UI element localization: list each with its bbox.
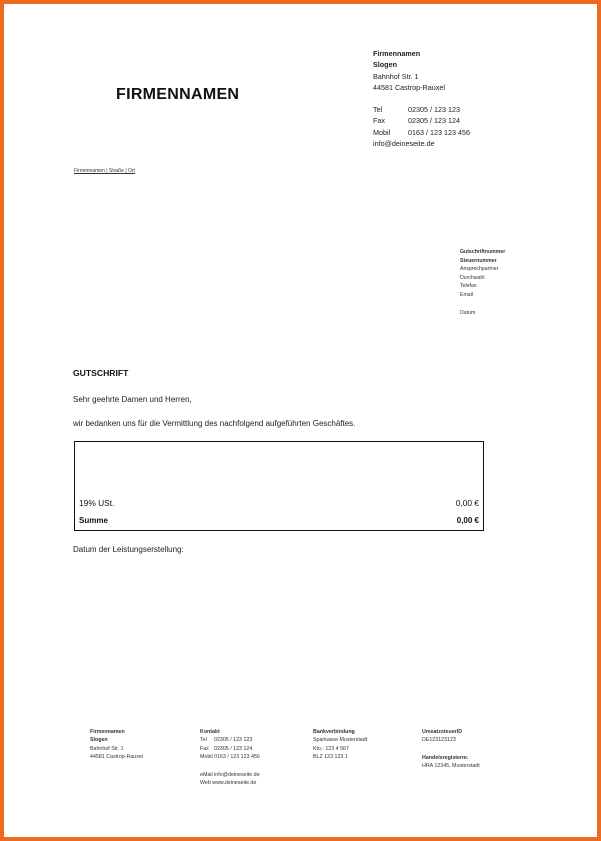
footer-company-slogan: Slogen [90,737,108,744]
footer-company [90,728,143,762]
sum-label: Summe [79,516,108,525]
footer-contact-value: 0163 / 123 123 456 [214,754,260,761]
footer-bank [313,728,367,762]
footer-company-city: 44581 Castrop-Rauxel [90,754,143,761]
sum-value: 0,00 € [456,516,479,525]
sender-city: 44581 Castrop-Rauxel [373,82,445,92]
vat-label: 19% USt. [79,498,115,508]
footer-fax-row [200,745,260,753]
footer-register-heading: Handelsregisternr. [422,754,469,761]
footer-register: HRA 12345, Musterstadt [422,763,480,770]
meta-contact-person: Ansprechpartner [460,266,499,273]
performance-date-label: Datum der Leistungserstellung: [73,545,184,554]
meta-tax-number: Steuernummer [460,257,497,264]
footer-tax [422,728,480,771]
contact-value: 02305 / 123 123 [408,105,460,115]
contact-label: Fax [373,116,385,126]
sender-slogan: Slogen [373,60,397,70]
sender-street: Bahnhof Str. 1 [373,71,419,81]
footer-contact-heading: Kontakt [200,729,220,735]
meta-date: Datum [460,309,476,316]
meta-credit-number: Gutschriftnummer [460,249,506,255]
sender-email: info@deineseite.de [373,139,435,149]
footer-bank-heading: Bankverbindung [313,729,355,735]
sender-mobile-row [373,127,470,138]
amount-table [74,441,484,531]
contact-label: Mobil [373,127,391,137]
footer-phone-row [200,736,260,744]
footer-bank-name: Sparkasse Musterstadt [313,737,368,744]
company-title: FIRMENNAMEN [116,86,240,103]
footer-mobile-row [200,753,260,761]
footer-vat-id-heading: UmsatzsteuerID [422,729,463,735]
sender-block [373,48,470,149]
contact-value: 02305 / 123 124 [408,116,460,126]
meta-email: Email [460,291,473,298]
footer-company-street: Bahnhof Str. 1 [90,745,124,752]
sender-phone-row [373,104,470,115]
sender-fax-row [373,115,470,126]
footer-contact-value: 02305 / 123 123 [214,737,253,744]
vat-value: 0,00 € [455,498,479,508]
sum-row [79,516,479,525]
vat-row [79,498,479,508]
footer-company-name: Firmennamen [90,729,125,735]
intro-text: wir bedanken uns für die Vermittlung des nachfolgend aufgeführten Geschäftes. [73,419,356,428]
footer-contact-label: Tel [200,737,207,744]
footer-vat-id: DE123123123 [422,737,456,744]
meta-direct-dial: Durchwahl [460,274,485,281]
footer-contact-label: Mobil [200,754,213,761]
footer-email: eMail info@deineseite.de [200,771,260,778]
footer-contact-value: 02305 / 123 124 [214,745,253,752]
footer-bank-account: Kto.: 123 4 567 [313,745,349,752]
sender-name: Firmennamen [373,49,421,58]
footer-contact-label: Fax [200,745,209,752]
contact-label: Tel [373,105,383,115]
contact-value: 0163 / 123 123 456 [408,127,470,137]
document-meta-block [460,248,505,317]
footer-web: Web www.deineseite.de [200,780,257,787]
salutation: Sehr geehrte Damen und Herren, [73,395,192,404]
footer-contact [200,728,260,787]
meta-telefax: Telefax [460,283,477,290]
footer-bank-blz: BLZ 123 123 1 [313,754,348,761]
document-title: GUTSCHRIFT [73,368,129,378]
return-address-line: Firmennamen | Straße | Ort [74,168,135,174]
